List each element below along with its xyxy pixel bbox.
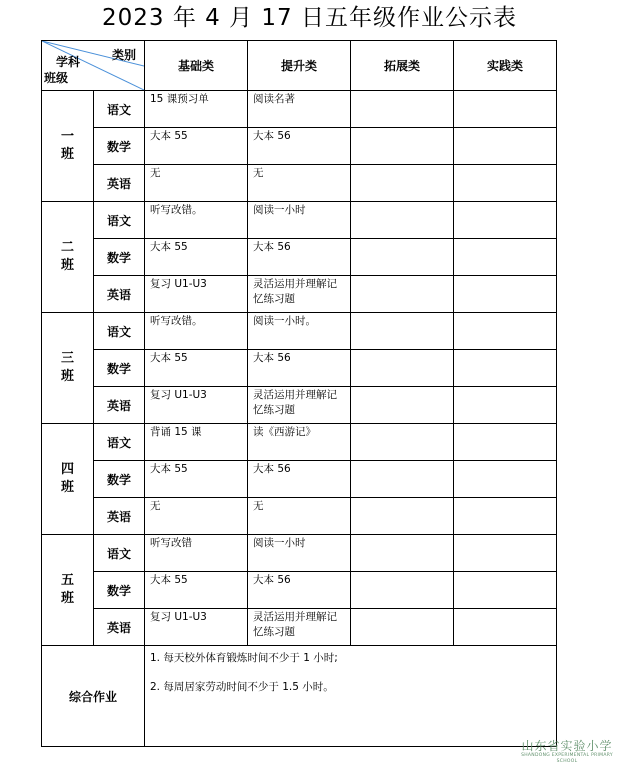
- practice-task: [454, 535, 557, 572]
- table-row: [42, 350, 557, 387]
- table-row: [42, 461, 557, 498]
- table-row: [42, 535, 557, 572]
- class-name-cell: [42, 202, 94, 313]
- advance-task: 大本 56: [248, 461, 351, 498]
- subject-name: 数学: [94, 350, 145, 387]
- expand-task: [351, 535, 454, 572]
- class-name-char: 四: [60, 462, 74, 477]
- class-name-char: 五: [60, 573, 74, 588]
- subject-name: 英语: [94, 387, 145, 424]
- practice-task: [454, 498, 557, 535]
- summary-label: 综合作业: [42, 646, 145, 747]
- expand-task: [351, 313, 454, 350]
- expand-task: [351, 276, 454, 313]
- subject-name: 数学: [94, 572, 145, 609]
- school-name-cn: 山东省实验小学: [521, 739, 613, 753]
- expand-task: [351, 572, 454, 609]
- subject-name: 数学: [94, 239, 145, 276]
- advance-task: 阅读一小时: [248, 535, 351, 572]
- basic-task: 大本 55: [145, 239, 248, 276]
- expand-task: [351, 91, 454, 128]
- basic-task: 听写改错。: [145, 202, 248, 239]
- basic-task: 大本 55: [145, 350, 248, 387]
- class-name-char: 班: [60, 369, 74, 384]
- basic-task: 无: [145, 498, 248, 535]
- practice-task: [454, 387, 557, 424]
- advance-task: 灵活运用并理解记忆练习题: [248, 276, 351, 313]
- practice-task: [454, 239, 557, 276]
- table-row: [42, 276, 557, 313]
- advance-task: 大本 56: [248, 239, 351, 276]
- subject-name: 英语: [94, 609, 145, 646]
- expand-task: [351, 128, 454, 165]
- column-header-expand: 拓展类: [351, 41, 454, 91]
- expand-task: [351, 609, 454, 646]
- summary-item: 1. 每天校外体育锻炼时间不少于 1 小时;: [150, 652, 338, 664]
- expand-task: [351, 424, 454, 461]
- subject-name: 语文: [94, 535, 145, 572]
- table-row: [42, 498, 557, 535]
- table-row: [42, 424, 557, 461]
- summary-content: [145, 646, 557, 747]
- practice-task: [454, 572, 557, 609]
- table-row: [42, 313, 557, 350]
- column-header-basic: 基础类: [145, 41, 248, 91]
- subject-name: 语文: [94, 313, 145, 350]
- basic-task: 15 课预习单: [145, 91, 248, 128]
- advance-task: 无: [248, 165, 351, 202]
- basic-task: 无: [145, 165, 248, 202]
- school-name-en: SHANDONG EXPERIMENTAL PRIMARY SCHOOL: [521, 753, 613, 764]
- class-name-char: 班: [60, 480, 74, 495]
- summary-item: 2. 每周居家劳动时间不少于 1.5 小时。: [150, 681, 334, 693]
- table-row: [42, 202, 557, 239]
- table-row: [42, 91, 557, 128]
- subject-name: 英语: [94, 498, 145, 535]
- diagonal-header-cell: [42, 41, 145, 91]
- basic-task: 复习 U1-U3: [145, 276, 248, 313]
- table-row: [42, 572, 557, 609]
- class-name-cell: [42, 313, 94, 424]
- practice-task: [454, 165, 557, 202]
- practice-task: [454, 609, 557, 646]
- subject-name: 语文: [94, 202, 145, 239]
- advance-task: 灵活运用并理解记忆练习题: [248, 387, 351, 424]
- expand-task: [351, 387, 454, 424]
- table-row: [42, 239, 557, 276]
- expand-task: [351, 239, 454, 276]
- practice-task: [454, 350, 557, 387]
- expand-task: [351, 350, 454, 387]
- expand-task: [351, 498, 454, 535]
- table-row: [42, 609, 557, 646]
- expand-task: [351, 202, 454, 239]
- class-name-cell: [42, 91, 94, 202]
- subject-name: 英语: [94, 276, 145, 313]
- class-name-char: 三: [60, 351, 74, 366]
- class-name-char: 班: [60, 591, 74, 606]
- expand-task: [351, 165, 454, 202]
- practice-task: [454, 276, 557, 313]
- column-header-advance: 提升类: [248, 41, 351, 91]
- basic-task: 听写改错: [145, 535, 248, 572]
- table-row: [42, 387, 557, 424]
- advance-task: 阅读名著: [248, 91, 351, 128]
- advance-task: 大本 56: [248, 572, 351, 609]
- class-name-cell: [42, 424, 94, 535]
- basic-task: 大本 55: [145, 461, 248, 498]
- practice-task: [454, 424, 557, 461]
- subject-name: 数学: [94, 461, 145, 498]
- basic-task: 大本 55: [145, 128, 248, 165]
- school-logo: [521, 739, 613, 765]
- subject-name: 数学: [94, 128, 145, 165]
- advance-task: 阅读一小时: [248, 202, 351, 239]
- subject-label: 学科: [56, 55, 81, 69]
- class-name-char: 二: [60, 240, 74, 255]
- practice-task: [454, 461, 557, 498]
- subject-name: 语文: [94, 424, 145, 461]
- practice-task: [454, 202, 557, 239]
- summary-row: [42, 646, 557, 747]
- class-name-char: 班: [60, 147, 74, 162]
- basic-task: 复习 U1-U3: [145, 609, 248, 646]
- header-row: [42, 41, 557, 91]
- basic-task: 背诵 15 课: [145, 424, 248, 461]
- table-row: [42, 165, 557, 202]
- advance-task: 灵活运用并理解记忆练习题: [248, 609, 351, 646]
- subject-name: 英语: [94, 165, 145, 202]
- page-title: 2023 年 4 月 17 日五年级作业公示表: [102, 5, 517, 31]
- subject-name: 语文: [94, 91, 145, 128]
- category-label: 类别: [111, 48, 136, 62]
- table-row: [42, 128, 557, 165]
- basic-task: 听写改错。: [145, 313, 248, 350]
- practice-task: [454, 128, 557, 165]
- advance-task: 阅读一小时。: [248, 313, 351, 350]
- expand-task: [351, 461, 454, 498]
- basic-task: 复习 U1-U3: [145, 387, 248, 424]
- class-name-char: 一: [60, 129, 74, 144]
- practice-task: [454, 91, 557, 128]
- basic-task: 大本 55: [145, 572, 248, 609]
- advance-task: 读《西游记》: [248, 424, 351, 461]
- class-name-char: 班: [60, 258, 74, 273]
- homework-table: [41, 40, 557, 747]
- advance-task: 大本 56: [248, 128, 351, 165]
- advance-task: 大本 56: [248, 350, 351, 387]
- practice-task: [454, 313, 557, 350]
- class-name-cell: [42, 535, 94, 646]
- class-label: 班级: [44, 71, 69, 85]
- advance-task: 无: [248, 498, 351, 535]
- column-header-practice: 实践类: [454, 41, 557, 91]
